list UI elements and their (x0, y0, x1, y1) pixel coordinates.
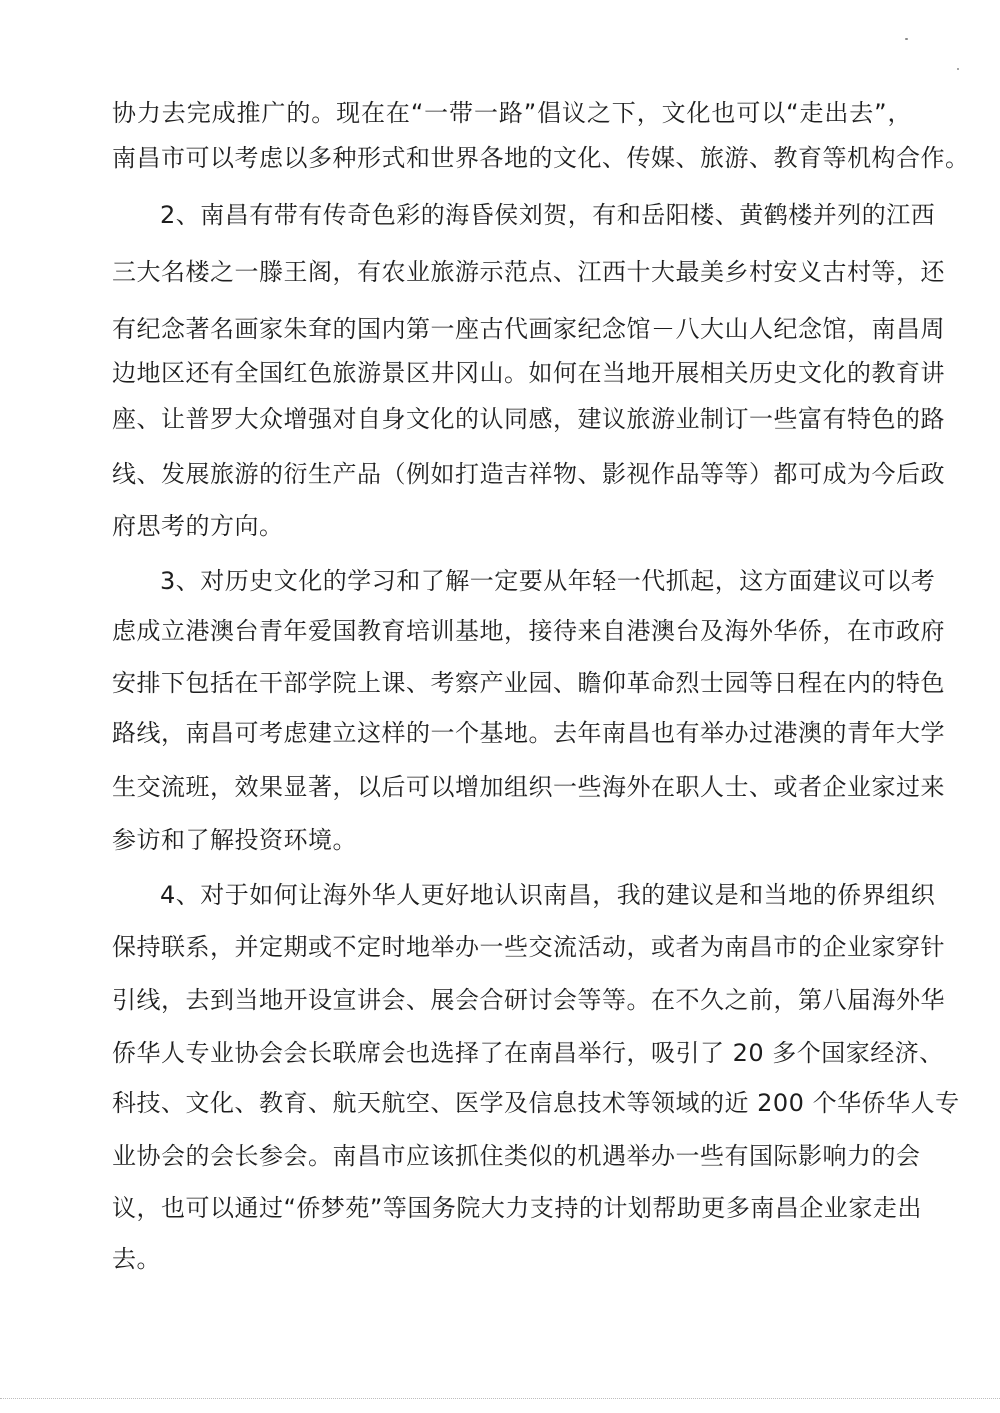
text-line: 保持联系，并定期或不定时地举办一些交流活动，或者为南昌市的企业家穿针 (112, 933, 945, 961)
scan-bottom-edge (0, 1398, 1000, 1399)
text-line: 引线，去到当地开设宣讲会、展会合研讨会等等。在不久之前，第八届海外华 (112, 986, 945, 1014)
text-line: 三大名楼之一滕王阁，有农业旅游示范点、江西十大最美乡村安义古村等，还 (112, 258, 945, 286)
scan-speck (957, 68, 959, 70)
text-line: 去。 (112, 1245, 161, 1273)
text-line: 参访和了解投资环境。 (112, 826, 357, 854)
text-line: 府思考的方向。 (112, 512, 284, 540)
paragraph-2-first-line: 2、南昌有带有传奇色彩的海昏侯刘贺，有和岳阳楼、黄鹤楼并列的江西 (160, 201, 936, 229)
text-line: 南昌市可以考虑以多种形式和世界各地的文化、传媒、旅游、教育等机构合作。 (112, 144, 970, 172)
text-line: 座、让普罗大众增强对自身文化的认同感，建议旅游业制订一些富有特色的路 (112, 405, 945, 433)
text-line: 业协会的会长参会。南昌市应该抓住类似的机遇举办一些有国际影响力的会 (112, 1142, 921, 1170)
text-line: 科技、文化、教育、航天航空、医学及信息技术等领域的近 200 个华侨华人专 (112, 1089, 960, 1117)
text-line: 生交流班，效果显著，以后可以增加组织一些海外在职人士、或者企业家过来 (112, 773, 945, 801)
text-line: 虑成立港澳台青年爱国教育培训基地，接待来自港澳台及海外华侨，在市政府 (112, 617, 945, 645)
text-line: 路线，南昌可考虑建立这样的一个基地。去年南昌也有举办过港澳的青年大学 (112, 719, 945, 747)
text-line: 线、发展旅游的衍生产品（例如打造吉祥物、影视作品等等）都可成为今后政 (112, 460, 945, 488)
paragraph-4-first-line: 4、对于如何让海外华人更好地认识南昌，我的建议是和当地的侨界组织 (160, 881, 936, 909)
paragraph-3-first-line: 3、对历史文化的学习和了解一定要从年轻一代抓起，这方面建议可以考 (160, 567, 936, 595)
text-line: 安排下包括在干部学院上课、考察产业园、瞻仰革命烈士园等日程在内的特色 (112, 669, 945, 697)
scan-speck (905, 38, 908, 40)
text-line: 有纪念著名画家朱耷的国内第一座古代画家纪念馆－八大山人纪念馆，南昌周 (112, 315, 945, 343)
text-line: 议，也可以通过“侨梦苑”等国务院大力支持的计划帮助更多南昌企业家走出 (112, 1194, 922, 1222)
text-line: 协力去完成推广的。现在在“一带一路”倡议之下，文化也可以“走出去”， (112, 99, 912, 127)
text-line: 边地区还有全国红色旅游景区井冈山。如何在当地开展相关历史文化的教育讲 (112, 359, 945, 387)
text-line: 侨华人专业协会会长联席会也选择了在南昌举行，吸引了 20 多个国家经济、 (112, 1039, 944, 1067)
